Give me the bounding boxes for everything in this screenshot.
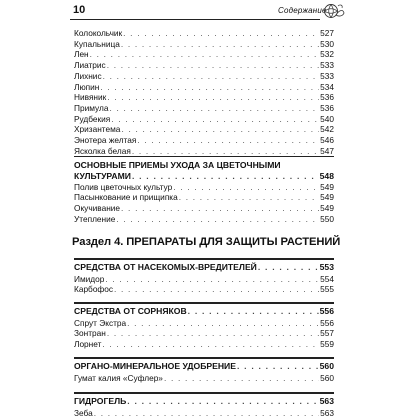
page-number: 10 [73, 4, 86, 16]
toc-entry: Лихнис . . . 533 [74, 71, 334, 82]
toc-entry: Рудбекия . . . 540 [74, 114, 334, 125]
flower-icon [322, 1, 346, 21]
section-heading-care: КУЛЬТУРАМИ . . . 548 [74, 171, 334, 182]
toc-entry: Гумат калия «Суфлер» . . . 560 [74, 373, 334, 384]
section-heading-insects: СРЕДСТВА ОТ НАСЕКОМЫХ-ВРЕДИТЕЛЕЙ . . . 553 [74, 262, 334, 273]
section-rule [74, 392, 334, 394]
header-rule [70, 19, 320, 20]
section-rule [74, 156, 334, 158]
section-heading-hydrogel: ГИДРОГЕЛЬ . . . 563 [74, 396, 334, 407]
toc-entry: Утепление . . . 550 [74, 214, 334, 225]
toc-entry: Хризантема . . . 542 [74, 124, 334, 135]
toc-entry: Зеба . . . 563 [74, 408, 334, 419]
toc-entry: Нивяник . . . 536 [74, 92, 334, 103]
toc-entry: Зонтран . . . 557 [74, 328, 334, 339]
section-rule [74, 357, 334, 359]
toc-entry: Лиатрис . . . 533 [74, 60, 334, 71]
toc-entry: Полив цветочных культур . . . 549 [74, 182, 334, 193]
toc-entry: Лен . . . 532 [74, 49, 334, 60]
toc-entry: Пасынкование и прищипка . . . 549 [74, 192, 334, 203]
section-rule [74, 258, 334, 260]
toc-entry: Лорнет . . . 559 [74, 339, 334, 350]
toc-entry: Карбофос . . . 555 [74, 284, 334, 295]
toc-entry: Окучивание . . . 549 [74, 203, 334, 214]
running-header-section: Содержание [278, 6, 327, 15]
section-heading-weeds: СРЕДСТВА ОТ СОРНЯКОВ . . . 556 [74, 306, 334, 317]
toc-entry: Колокольчик . . . 527 [74, 28, 334, 39]
page-header [0, 0, 420, 22]
toc-entry: Имидор . . . 554 [74, 274, 334, 285]
toc-entry: Купальница . . . 530 [74, 39, 334, 50]
toc-entry: Энотера желтая . . . 546 [74, 135, 334, 146]
toc-entry: Люпин . . . 534 [74, 82, 334, 93]
toc-entry: Ясколка белая . . . 547 [74, 146, 334, 157]
section-heading-fertilizer: ОРГАНО-МИНЕРАЛЬНОЕ УДОБРЕНИЕ . . . 560 [74, 361, 334, 372]
toc-entry: Примула . . . 536 [74, 103, 334, 114]
part-title: Раздел 4. ПРЕПАРАТЫ ДЛЯ ЗАЩИТЫ РАСТЕНИЙ [72, 236, 341, 248]
section-rule [74, 302, 334, 304]
toc-entry: Спрут Экстра . . . 556 [74, 318, 334, 329]
section-heading-care-line1: ОСНОВНЫЕ ПРИЕМЫ УХОДА ЗА ЦВЕТОЧНЫМИ [74, 159, 281, 170]
